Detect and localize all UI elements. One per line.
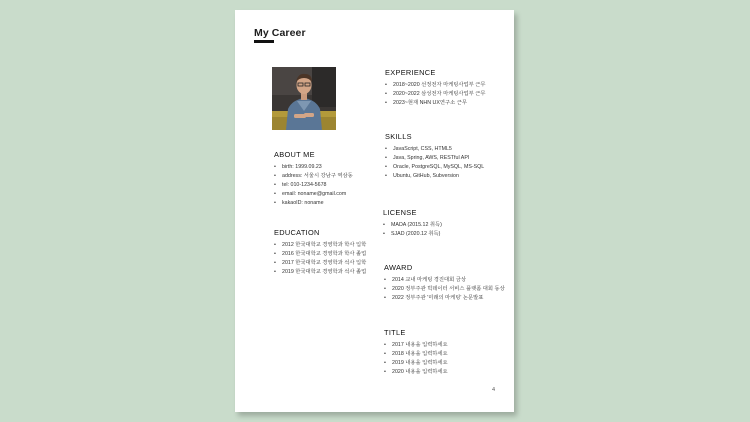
award-item: • 2020 정부주관 빅데이터 서비스 플랫폼 대회 동상	[384, 285, 505, 294]
profile-photo	[272, 67, 336, 130]
award-item: • 2022 정부주관 '미래의 마케팅' 논문발표	[384, 294, 505, 303]
about-item: • address: 서울시 강남구 역삼동	[274, 172, 353, 181]
about-item: • tel: 010-1234-5678	[274, 181, 353, 190]
education-item: • 2019 한국대학교 경영학과 석사 졸업	[274, 268, 366, 277]
page-number: 4	[492, 387, 496, 393]
about-item: • email: noname@gmail.com	[274, 190, 353, 199]
title-section-heading: TITLE	[384, 328, 406, 337]
education-section	[274, 228, 366, 277]
experience-item: • 2020~2022 삼성전자 마케팅사업부 근무	[385, 90, 485, 99]
license-section	[383, 208, 442, 239]
license-heading: LICENSE	[383, 208, 417, 217]
title-section-item: • 2020 내용을 입력하세요	[384, 368, 448, 377]
education-heading: EDUCATION	[274, 228, 320, 237]
page-title: My Career	[254, 27, 306, 39]
experience-heading: EXPERIENCE	[385, 68, 436, 77]
award-heading: AWARD	[384, 263, 413, 272]
skills-item: • JavaScript, CSS, HTML5	[385, 145, 484, 154]
education-item: • 2012 한국대학교 경영학과 학사 입학	[274, 241, 366, 250]
about-heading: ABOUT ME	[274, 150, 315, 159]
title-section-item: • 2018 내용을 입력하세요	[384, 350, 448, 359]
about-section	[274, 150, 353, 208]
award-item: • 2014 교내 마케팅 경진대회 금상	[384, 276, 505, 285]
experience-section	[385, 68, 485, 108]
experience-item: • 2018~2020 선정전자 마케팅사업부 근무	[385, 81, 485, 90]
license-item: • MADA (2015.12 취득)	[383, 221, 442, 230]
title-underline	[254, 40, 274, 43]
skills-item: • Java, Spring, AWS, RESTful API	[385, 154, 484, 163]
skills-heading: SKILLS	[385, 132, 412, 141]
about-item: • kakaoID: noname	[274, 199, 353, 208]
skills-item: • Ubuntu, GitHub, Subversion	[385, 172, 484, 181]
education-item: • 2017 한국대학교 경영학과 석사 입학	[274, 259, 366, 268]
skills-section	[385, 132, 484, 181]
skills-item: • Oracle, PostgreSQL, MySQL, MS-SQL	[385, 163, 484, 172]
title-section	[384, 328, 448, 377]
title-section-item: • 2017 내용을 입력하세요	[384, 341, 448, 350]
license-item: • SJAD (2020.12 취득)	[383, 230, 442, 239]
resume-page	[235, 10, 514, 412]
title-section-item: • 2019 내용을 입력하세요	[384, 359, 448, 368]
about-item: • birth: 1999.09.23	[274, 163, 353, 172]
experience-item: • 2023~현재 NHN UX연구소 근무	[385, 99, 485, 108]
education-item: • 2016 한국대학교 경영학과 학사 졸업	[274, 250, 366, 259]
award-section	[384, 263, 505, 303]
